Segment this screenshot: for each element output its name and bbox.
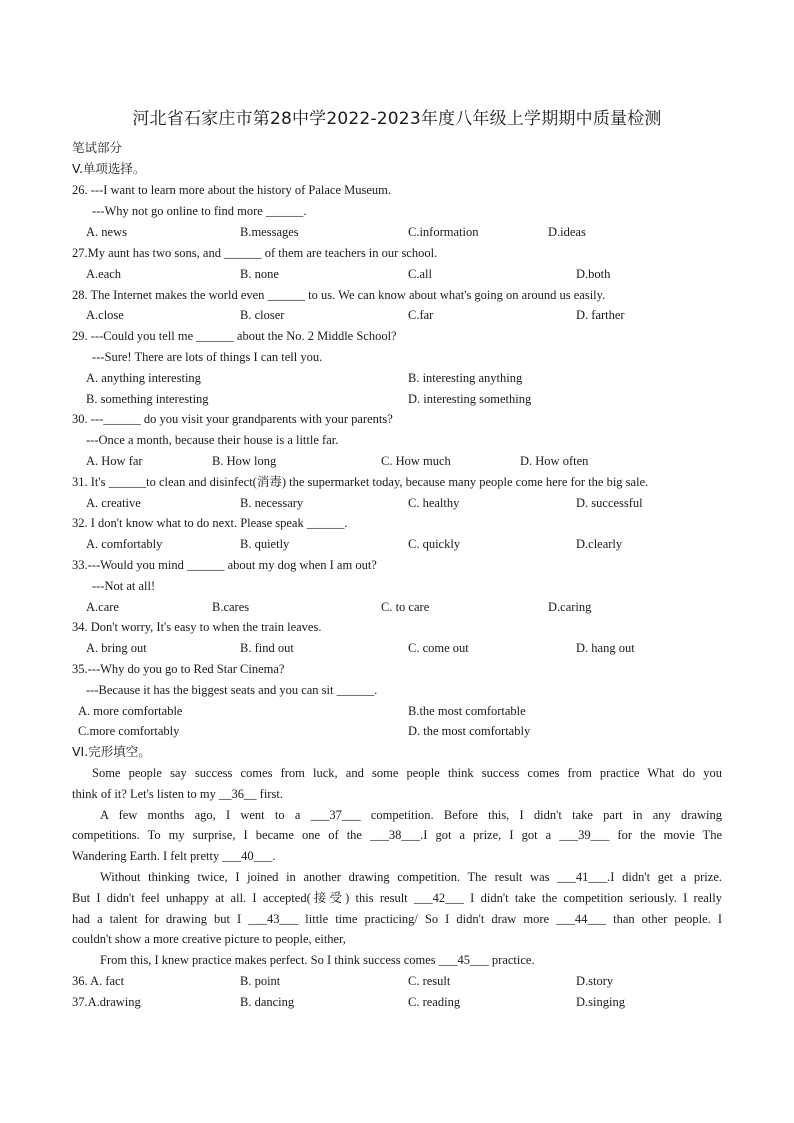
- q35-stem: 35.---Why do you go to Red Star Cinema?: [72, 662, 285, 676]
- passage-line: But I didn't feel unhappy at all. I accepted(接受) this result ___42___ I didn't take the competition seriously. I really: [72, 891, 722, 905]
- q29-option-a: A. anything interesting: [86, 371, 201, 385]
- q32-option-c: C. quickly: [408, 537, 461, 551]
- q35-option-a: A. more comfortable: [78, 704, 183, 718]
- q27-stem: 27.My aunt has two sons, and ______ of them are teachers in our school.: [72, 246, 438, 260]
- q28-option-b: B. closer: [240, 308, 285, 322]
- q26-option-b: B.messages: [240, 225, 299, 239]
- q30-option-c: C. How much: [381, 454, 451, 468]
- q28-stem: 28. The Internet makes the world even ______ to us. We can know about what's going on around us easily.: [72, 288, 606, 302]
- passage-line: Without thinking twice, I joined in another drawing competition. The result was ___41___.I didn't get a prize.: [100, 870, 722, 884]
- q27-option-a: A.each: [86, 267, 122, 281]
- q26-option-d: D.ideas: [548, 225, 586, 239]
- q29-option-c: B. something interesting: [86, 392, 209, 406]
- passage-line: competitions. To my surprise, I became one of the ___38___.I got a prize, I got a ___39___ for the movie The: [72, 828, 722, 842]
- q37-option-d: D.singing: [576, 995, 625, 1009]
- q30-option-d: D. How often: [520, 454, 589, 468]
- passage-line: Some people say success comes from luck, and some people think success comes from practice What do you: [92, 766, 722, 780]
- q37-option-b: B. dancing: [240, 995, 295, 1009]
- q28-option-d: D. farther: [576, 308, 625, 322]
- q36-option-d: D.story: [576, 974, 614, 988]
- q34-option-d: D. hang out: [576, 641, 635, 655]
- q27-option-c: C.all: [408, 267, 432, 281]
- q35-option-c: C.more comfortably: [78, 724, 180, 738]
- q34-option-c: C. come out: [408, 641, 469, 655]
- q30-option-b: B. How long: [212, 454, 277, 468]
- q31-option-c: C. healthy: [408, 496, 460, 510]
- q31-stem: 31. It's ______to clean and disinfect(消毒) the supermarket today, because many people come here for the big sale.: [72, 475, 649, 489]
- q31-option-d: D. successful: [576, 496, 643, 510]
- q37-option-a: 37.A.drawing: [72, 995, 141, 1009]
- section-written: 笔试部分: [72, 140, 123, 155]
- section-v-heading: V.单项选择。: [72, 161, 146, 176]
- q29-option-d: D. interesting something: [408, 392, 532, 406]
- q29-stem: 29. ---Could you tell me ______ about the No. 2 Middle School?: [72, 329, 397, 343]
- q30-reply: ---Once a month, because their house is a little far.: [86, 433, 339, 447]
- q37-option-c: C. reading: [408, 995, 461, 1009]
- q31-option-a: A. creative: [86, 496, 141, 510]
- q32-stem: 32. I don't know what to do next. Please speak ______.: [72, 516, 348, 530]
- q26-stem: 26. ---I want to learn more about the history of Palace Museum.: [72, 183, 392, 197]
- q33-option-c: C. to care: [381, 600, 430, 614]
- q35-option-d: D. the most comfortably: [408, 724, 531, 738]
- q26-option-a: A. news: [86, 225, 127, 239]
- q36-option-c: C. result: [408, 974, 451, 988]
- q30-stem: 30. ---______ do you visit your grandparents with your parents?: [72, 412, 393, 426]
- q28-option-c: C.far: [408, 308, 434, 322]
- passage-line: From this, I knew practice makes perfect. So I think success comes ___45___ practice.: [100, 953, 535, 967]
- q32-option-a: A. comfortably: [86, 537, 163, 551]
- passage-line: think of it? Let's listen to my __36__ first.: [72, 787, 283, 801]
- q34-option-a: A. bring out: [86, 641, 147, 655]
- q35-option-b: B.the most comfortable: [408, 704, 526, 718]
- q33-option-b: B.cares: [212, 600, 250, 614]
- q29-option-b: B. interesting anything: [408, 371, 523, 385]
- q27-option-b: B. none: [240, 267, 279, 281]
- q33-reply: ---Not at all!: [92, 579, 156, 593]
- q26-option-c: C.information: [408, 225, 479, 239]
- page-title: 河北省石家庄市第28中学2022-2023年度八年级上学期期中质量检测: [132, 109, 662, 129]
- q28-option-a: A.close: [86, 308, 124, 322]
- q26-reply: ---Why not go online to find more ______.: [92, 204, 307, 218]
- passage-line: Wandering Earth. I felt pretty ___40___.: [72, 849, 276, 863]
- q34-stem: 34. Don't worry, It's easy to when the train leaves.: [72, 620, 322, 634]
- q32-option-d: D.clearly: [576, 537, 623, 551]
- q27-option-d: D.both: [576, 267, 611, 281]
- q33-stem: 33.---Would you mind ______ about my dog when I am out?: [72, 558, 377, 572]
- q30-option-a: A. How far: [86, 454, 143, 468]
- q36-option-a: 36. A. fact: [72, 974, 125, 988]
- q31-option-b: B. necessary: [240, 496, 304, 510]
- q34-option-b: B. find out: [240, 641, 294, 655]
- q36-option-b: B. point: [240, 974, 281, 988]
- passage-line: A few months ago, I went to a ___37___ competition. Before this, I didn't take part in any drawing: [100, 808, 722, 822]
- q33-option-d: D.caring: [548, 600, 592, 614]
- section-vi-heading: VI.完形填空。: [72, 744, 151, 759]
- passage-line: had a talent for drawing but I ___43___ little time practicing/ So I didn't draw more ___44___ than other people. I: [72, 912, 722, 926]
- passage-line: couldn't show a more creative picture to people, either,: [72, 932, 346, 946]
- q33-option-a: A.care: [86, 600, 119, 614]
- q29-reply: ---Sure! There are lots of things I can tell you.: [92, 350, 323, 364]
- q32-option-b: B. quietly: [240, 537, 290, 551]
- q35-reply: ---Because it has the biggest seats and you can sit ______.: [86, 683, 378, 697]
